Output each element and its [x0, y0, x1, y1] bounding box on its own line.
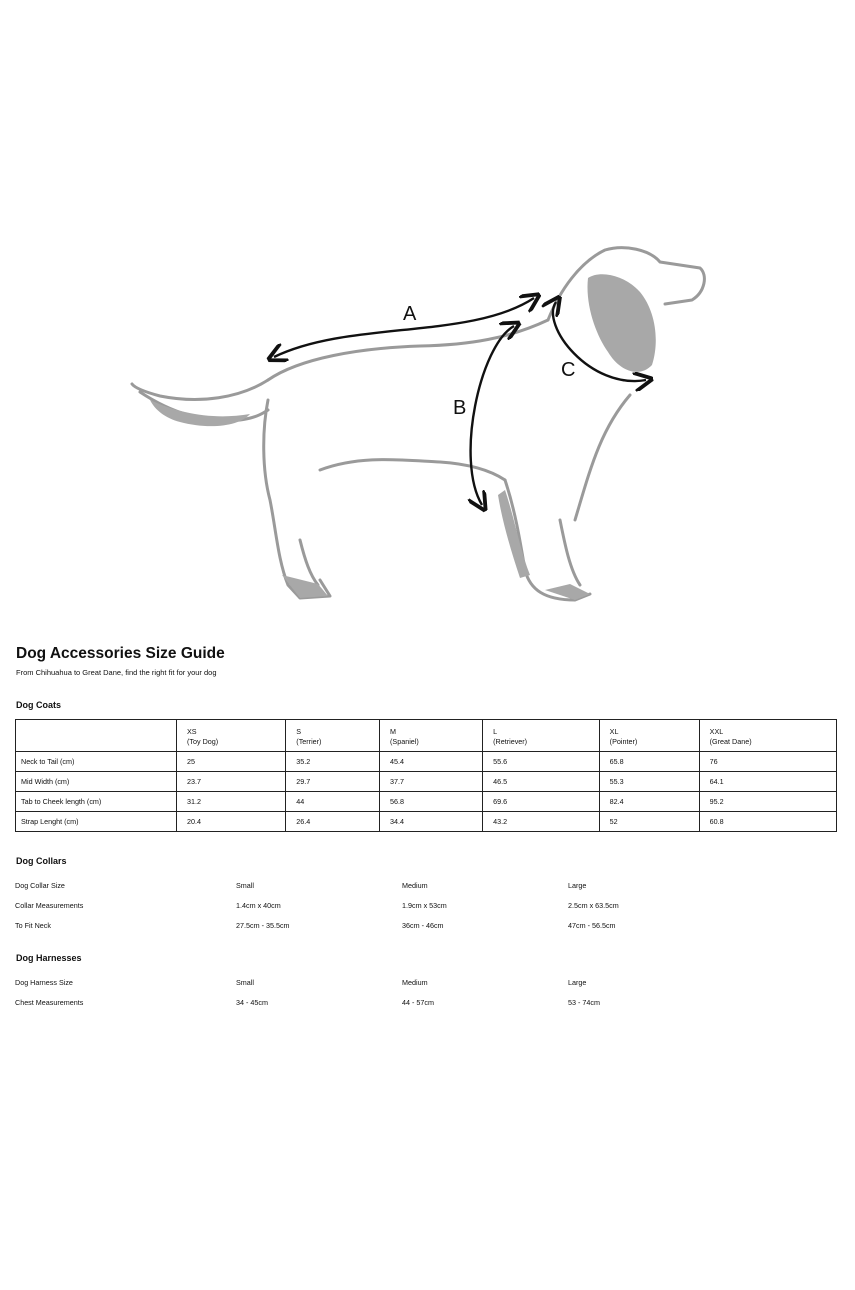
coats-header-cell: XL (Pointer): [599, 720, 699, 752]
table-cell: 37.7: [380, 772, 483, 792]
harnesses-heading: Dog Harnesses: [16, 953, 82, 963]
dog-measurement-diagram: [0, 220, 855, 620]
table-row: [16, 752, 837, 772]
row-label: Dog Collar Size: [15, 881, 65, 890]
table-cell: 95.2: [699, 792, 836, 812]
row-value: 36cm - 46cm: [402, 921, 444, 930]
row-label: Dog Harness Size: [15, 978, 73, 987]
page-title: Dog Accessories Size Guide: [16, 645, 225, 662]
page-subtitle: From Chihuahua to Great Dane, find the right fit for your dog: [16, 668, 217, 677]
table-cell: 82.4: [599, 792, 699, 812]
table-cell: 56.8: [380, 792, 483, 812]
row-value: 47cm - 56.5cm: [568, 921, 616, 930]
row-label: Chest Measurements: [15, 998, 84, 1007]
table-cell: 65.8: [599, 752, 699, 772]
coats-header-cell: XS (Toy Dog): [177, 720, 286, 752]
label-c: C: [561, 359, 576, 381]
coats-header-row: [16, 720, 837, 752]
table-row: [16, 772, 837, 792]
collars-heading: Dog Collars: [16, 856, 67, 866]
row-value: 1.4cm x 40cm: [236, 901, 281, 910]
list-item: [15, 998, 837, 1010]
row-value: Small: [236, 978, 254, 987]
arrow-b: [471, 326, 514, 505]
table-cell: 26.4: [286, 812, 380, 832]
row-value: Large: [568, 978, 587, 987]
coats-table: [15, 719, 837, 832]
list-item: [15, 978, 837, 990]
coats-header-cell: S (Terrier): [286, 720, 380, 752]
table-cell: 55.3: [599, 772, 699, 792]
row-label: Tab to Cheek length (cm): [16, 792, 177, 812]
table-cell: 44: [286, 792, 380, 812]
table-cell: 45.4: [380, 752, 483, 772]
coats-header-empty: [16, 720, 177, 752]
list-item: [15, 881, 837, 893]
table-cell: 64.1: [699, 772, 836, 792]
row-label: Strap Lenght (cm): [16, 812, 177, 832]
table-row: [16, 792, 837, 812]
coats-header-cell: M (Spaniel): [380, 720, 483, 752]
table-cell: 52: [599, 812, 699, 832]
label-b: B: [453, 397, 467, 419]
row-value: 27.5cm - 35.5cm: [236, 921, 290, 930]
list-item: [15, 921, 837, 933]
table-cell: 46.5: [483, 772, 600, 792]
row-value: 44 - 57cm: [402, 998, 434, 1007]
table-cell: 55.6: [483, 752, 600, 772]
table-cell: 29.7: [286, 772, 380, 792]
table-cell: 20.4: [177, 812, 286, 832]
table-cell: 69.6: [483, 792, 600, 812]
row-value: Large: [568, 881, 587, 890]
row-value: 34 - 45cm: [236, 998, 268, 1007]
row-value: Small: [236, 881, 254, 890]
row-label: Mid Width (cm): [16, 772, 177, 792]
coats-header-cell: L (Retriever): [483, 720, 600, 752]
table-cell: 60.8: [699, 812, 836, 832]
table-cell: 31.2: [177, 792, 286, 812]
row-value: 53 - 74cm: [568, 998, 600, 1007]
table-row: [16, 812, 837, 832]
table-cell: 35.2: [286, 752, 380, 772]
table-cell: 43.2: [483, 812, 600, 832]
label-a: A: [403, 303, 417, 325]
table-cell: 34.4: [380, 812, 483, 832]
row-label: Collar Measurements: [15, 901, 84, 910]
row-label: To Fit Neck: [15, 921, 51, 930]
row-value: 2.5cm x 63.5cm: [568, 901, 619, 910]
table-cell: 23.7: [177, 772, 286, 792]
coats-header-cell: XXL (Great Dane): [699, 720, 836, 752]
table-cell: 76: [699, 752, 836, 772]
row-value: Medium: [402, 978, 428, 987]
row-value: 1.9cm x 53cm: [402, 901, 447, 910]
coats-heading: Dog Coats: [16, 700, 61, 710]
row-value: Medium: [402, 881, 428, 890]
list-item: [15, 901, 837, 913]
row-label: Neck to Tail (cm): [16, 752, 177, 772]
table-cell: 25: [177, 752, 286, 772]
